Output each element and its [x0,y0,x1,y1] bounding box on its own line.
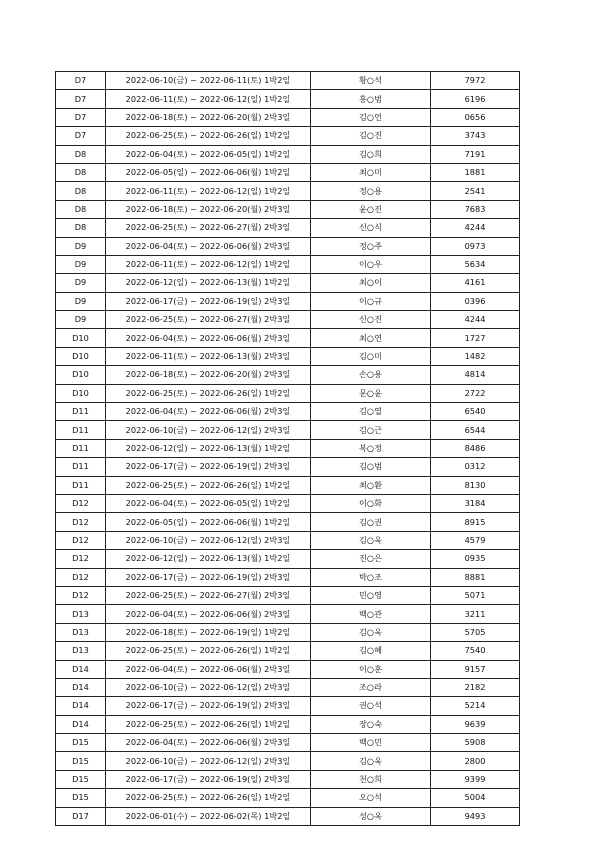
phone-suffix-cell: 1482 [431,347,520,365]
guest-name-cell: 민○영 [311,586,431,604]
site-cell: D10 [56,347,106,365]
guest-name-cell: 김○언 [311,108,431,126]
period-cell: 2022-06-10(금) ~ 2022-06-12(일) 2박3일 [106,531,311,549]
phone-suffix-cell: 6544 [431,421,520,439]
phone-suffix-cell: 3184 [431,494,520,512]
period-cell: 2022-06-04(토) ~ 2022-06-05(일) 1박2일 [106,145,311,163]
table-row [56,329,520,347]
guest-name-cell: 장○숙 [311,715,431,733]
period-cell: 2022-06-04(토) ~ 2022-06-06(월) 2박3일 [106,329,311,347]
phone-suffix-cell: 7972 [431,72,520,90]
phone-suffix-cell: 2722 [431,384,520,402]
phone-suffix-cell: 4814 [431,366,520,384]
phone-suffix-cell: 5908 [431,734,520,752]
site-cell: D13 [56,623,106,641]
guest-name-cell: 최○환 [311,476,431,494]
phone-suffix-cell: 3743 [431,127,520,145]
guest-name-cell: 손○용 [311,366,431,384]
table-row [56,182,520,200]
guest-name-cell: 김○희 [311,145,431,163]
period-cell: 2022-06-10(금) ~ 2022-06-12(일) 2박3일 [106,752,311,770]
table-row [56,458,520,476]
site-cell: D8 [56,145,106,163]
table-row [56,734,520,752]
period-cell: 2022-06-11(토) ~ 2022-06-12(일) 1박2일 [106,255,311,273]
period-cell: 2022-06-05(일) ~ 2022-06-06(월) 1박2일 [106,513,311,531]
phone-suffix-cell: 3211 [431,605,520,623]
phone-suffix-cell: 7683 [431,200,520,218]
phone-suffix-cell: 9157 [431,660,520,678]
phone-suffix-cell: 5004 [431,789,520,807]
table-row [56,623,520,641]
table-row [56,752,520,770]
table-row [56,163,520,181]
period-cell: 2022-06-01(수) ~ 2022-06-02(목) 1박2일 [106,807,311,825]
guest-name-cell: 이○규 [311,292,431,310]
site-cell: D17 [56,807,106,825]
table-row [56,90,520,108]
phone-suffix-cell: 5071 [431,586,520,604]
guest-name-cell: 정○용 [311,182,431,200]
phone-suffix-cell: 1881 [431,163,520,181]
phone-suffix-cell: 8881 [431,568,520,586]
site-cell: D9 [56,274,106,292]
guest-name-cell: 김○미 [311,347,431,365]
period-cell: 2022-06-12(일) ~ 2022-06-13(월) 1박2일 [106,274,311,292]
site-cell: D8 [56,200,106,218]
table-row [56,697,520,715]
guest-name-cell: 김○근 [311,421,431,439]
phone-suffix-cell: 1727 [431,329,520,347]
table-row [56,550,520,568]
guest-name-cell: 신○식 [311,219,431,237]
table-row [56,605,520,623]
table-row [56,586,520,604]
phone-suffix-cell: 4161 [431,274,520,292]
guest-name-cell: 박○조 [311,568,431,586]
phone-suffix-cell: 8915 [431,513,520,531]
site-cell: D14 [56,660,106,678]
table-row [56,715,520,733]
period-cell: 2022-06-25(토) ~ 2022-06-26(일) 1박2일 [106,127,311,145]
phone-suffix-cell: 9639 [431,715,520,733]
site-cell: D11 [56,476,106,494]
period-cell: 2022-06-17(금) ~ 2022-06-19(일) 2박3일 [106,458,311,476]
guest-name-cell: 신○진 [311,311,431,329]
guest-name-cell: 김○욱 [311,531,431,549]
period-cell: 2022-06-18(토) ~ 2022-06-20(월) 2박3일 [106,366,311,384]
guest-name-cell: 이○우 [311,255,431,273]
phone-suffix-cell: 7540 [431,642,520,660]
period-cell: 2022-06-17(금) ~ 2022-06-19(일) 2박3일 [106,568,311,586]
guest-name-cell: 천○희 [311,770,431,788]
site-cell: D12 [56,531,106,549]
guest-name-cell: 권○석 [311,697,431,715]
table-row [56,108,520,126]
phone-suffix-cell: 8130 [431,476,520,494]
period-cell: 2022-06-25(토) ~ 2022-06-27(월) 2박3일 [106,219,311,237]
period-cell: 2022-06-17(금) ~ 2022-06-19(일) 2박3일 [106,770,311,788]
table-row [56,531,520,549]
site-cell: D11 [56,421,106,439]
site-cell: D15 [56,752,106,770]
site-cell: D10 [56,384,106,402]
guest-name-cell: 최○미 [311,163,431,181]
guest-name-cell: 백○민 [311,734,431,752]
period-cell: 2022-06-04(토) ~ 2022-06-05(일) 1박2일 [106,494,311,512]
period-cell: 2022-06-25(토) ~ 2022-06-26(일) 1박2일 [106,789,311,807]
site-cell: D14 [56,697,106,715]
guest-name-cell: 진○은 [311,550,431,568]
table-row [56,494,520,512]
phone-suffix-cell: 0396 [431,292,520,310]
guest-name-cell: 황○석 [311,72,431,90]
table-row [56,678,520,696]
guest-name-cell: 정○주 [311,237,431,255]
guest-name-cell: 김○진 [311,127,431,145]
table-row [56,384,520,402]
table-row [56,219,520,237]
phone-suffix-cell: 6196 [431,90,520,108]
period-cell: 2022-06-25(토) ~ 2022-06-27(월) 2박3일 [106,586,311,604]
period-cell: 2022-06-25(토) ~ 2022-06-26(일) 1박2일 [106,384,311,402]
period-cell: 2022-06-10(금) ~ 2022-06-12(일) 2박3일 [106,678,311,696]
period-cell: 2022-06-12(일) ~ 2022-06-13(월) 1박2일 [106,439,311,457]
phone-suffix-cell: 4579 [431,531,520,549]
table-row [56,366,520,384]
period-cell: 2022-06-04(토) ~ 2022-06-06(월) 2박3일 [106,734,311,752]
phone-suffix-cell: 2800 [431,752,520,770]
site-cell: D11 [56,458,106,476]
table-row [56,145,520,163]
guest-name-cell: 김○욱 [311,623,431,641]
guest-name-cell: 이○훈 [311,660,431,678]
site-cell: D12 [56,494,106,512]
site-cell: D10 [56,366,106,384]
table-row [56,789,520,807]
period-cell: 2022-06-17(금) ~ 2022-06-19(일) 2박3일 [106,697,311,715]
period-cell: 2022-06-18(토) ~ 2022-06-20(월) 2박3일 [106,108,311,126]
site-cell: D13 [56,642,106,660]
table-row [56,403,520,421]
guest-name-cell: 윤○진 [311,200,431,218]
guest-name-cell: 이○화 [311,494,431,512]
site-cell: D7 [56,72,106,90]
table-row [56,439,520,457]
phone-suffix-cell: 0935 [431,550,520,568]
phone-suffix-cell: 7191 [431,145,520,163]
guest-name-cell: 홍○범 [311,90,431,108]
guest-name-cell: 김○혜 [311,642,431,660]
table-row [56,770,520,788]
site-cell: D15 [56,734,106,752]
guest-name-cell: 김○범 [311,458,431,476]
period-cell: 2022-06-10(금) ~ 2022-06-11(토) 1박2일 [106,72,311,90]
site-cell: D7 [56,127,106,145]
phone-suffix-cell: 0973 [431,237,520,255]
site-cell: D8 [56,219,106,237]
phone-suffix-cell: 4244 [431,311,520,329]
phone-suffix-cell: 5705 [431,623,520,641]
guest-name-cell: 김○권 [311,513,431,531]
table-row [56,660,520,678]
site-cell: D9 [56,237,106,255]
period-cell: 2022-06-25(토) ~ 2022-06-26(일) 1박2일 [106,642,311,660]
table-row [56,347,520,365]
period-cell: 2022-06-11(토) ~ 2022-06-12(일) 1박2일 [106,90,311,108]
table-row [56,237,520,255]
site-cell: D12 [56,586,106,604]
site-cell: D7 [56,108,106,126]
phone-suffix-cell: 0656 [431,108,520,126]
period-cell: 2022-06-10(금) ~ 2022-06-12(일) 2박3일 [106,421,311,439]
table-row [56,127,520,145]
phone-suffix-cell: 2182 [431,678,520,696]
period-cell: 2022-06-11(토) ~ 2022-06-13(월) 2박3일 [106,347,311,365]
site-cell: D7 [56,90,106,108]
site-cell: D14 [56,678,106,696]
table-row [56,200,520,218]
table-row [56,311,520,329]
period-cell: 2022-06-05(일) ~ 2022-06-06(월) 1박2일 [106,163,311,181]
period-cell: 2022-06-25(토) ~ 2022-06-26(일) 1박2일 [106,715,311,733]
table-row [56,292,520,310]
table-row [56,72,520,90]
site-cell: D12 [56,513,106,531]
period-cell: 2022-06-25(토) ~ 2022-06-27(월) 2박3일 [106,311,311,329]
guest-name-cell: 최○이 [311,274,431,292]
site-cell: D9 [56,255,106,273]
table-row [56,255,520,273]
phone-suffix-cell: 0312 [431,458,520,476]
period-cell: 2022-06-04(토) ~ 2022-06-06(월) 2박3일 [106,403,311,421]
phone-suffix-cell: 9399 [431,770,520,788]
table-row [56,642,520,660]
period-cell: 2022-06-17(금) ~ 2022-06-19(일) 2박3일 [106,292,311,310]
site-cell: D15 [56,789,106,807]
guest-name-cell: 성○옥 [311,807,431,825]
reservation-table-body [56,72,520,826]
site-cell: D9 [56,292,106,310]
table-row [56,421,520,439]
site-cell: D13 [56,605,106,623]
phone-suffix-cell: 4244 [431,219,520,237]
guest-name-cell: 오○석 [311,789,431,807]
site-cell: D9 [56,311,106,329]
period-cell: 2022-06-04(토) ~ 2022-06-06(월) 2박3일 [106,660,311,678]
site-cell: D11 [56,439,106,457]
table-row [56,274,520,292]
period-cell: 2022-06-04(토) ~ 2022-06-06(월) 2박3일 [106,237,311,255]
site-cell: D8 [56,163,106,181]
table-row [56,476,520,494]
guest-name-cell: 복○정 [311,439,431,457]
period-cell: 2022-06-11(토) ~ 2022-06-12(일) 1박2일 [106,182,311,200]
site-cell: D10 [56,329,106,347]
phone-suffix-cell: 5214 [431,697,520,715]
period-cell: 2022-06-18(토) ~ 2022-06-20(월) 2박3일 [106,200,311,218]
period-cell: 2022-06-25(토) ~ 2022-06-26(일) 1박2일 [106,476,311,494]
period-cell: 2022-06-12(일) ~ 2022-06-13(월) 1박2일 [106,550,311,568]
site-cell: D12 [56,550,106,568]
phone-suffix-cell: 5634 [431,255,520,273]
reservation-table [55,71,520,826]
guest-name-cell: 조○라 [311,678,431,696]
phone-suffix-cell: 9493 [431,807,520,825]
phone-suffix-cell: 2541 [431,182,520,200]
guest-name-cell: 김○열 [311,403,431,421]
guest-name-cell: 최○연 [311,329,431,347]
site-cell: D15 [56,770,106,788]
site-cell: D14 [56,715,106,733]
guest-name-cell: 문○윤 [311,384,431,402]
site-cell: D12 [56,568,106,586]
period-cell: 2022-06-04(토) ~ 2022-06-06(월) 2박3일 [106,605,311,623]
period-cell: 2022-06-18(토) ~ 2022-06-19(일) 1박2일 [106,623,311,641]
phone-suffix-cell: 6540 [431,403,520,421]
table-row [56,807,520,825]
site-cell: D11 [56,403,106,421]
table-row [56,513,520,531]
site-cell: D8 [56,182,106,200]
table-row [56,568,520,586]
phone-suffix-cell: 8486 [431,439,520,457]
guest-name-cell: 백○관 [311,605,431,623]
guest-name-cell: 김○욱 [311,752,431,770]
